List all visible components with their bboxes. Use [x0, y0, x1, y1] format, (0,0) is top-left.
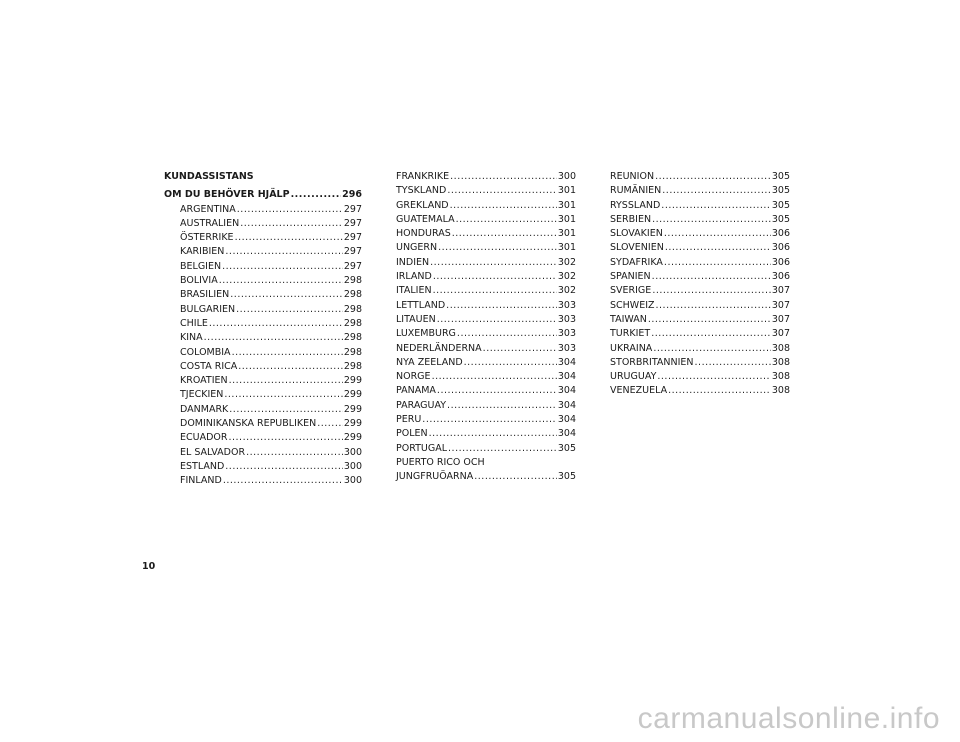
toc-entry[interactable]	[164, 446, 362, 460]
toc-entry[interactable]	[610, 199, 790, 213]
toc-entry-label: ECUADOR	[180, 432, 228, 444]
toc-entry-label: PANAMA	[396, 385, 436, 397]
leader-dots	[246, 446, 343, 460]
toc-entry-label: SYDAFRIKA	[610, 256, 663, 268]
toc-entry-page: 298	[343, 317, 362, 329]
toc-entry[interactable]	[164, 460, 362, 474]
toc-heading[interactable]	[164, 188, 362, 202]
toc-entry-page: 302	[557, 285, 576, 297]
leader-dots	[456, 213, 557, 227]
toc-entry[interactable]	[164, 260, 362, 274]
leader-dots	[235, 231, 343, 245]
leader-dots	[664, 256, 771, 270]
toc-entry-label: SLOVAKIEN	[610, 228, 663, 240]
toc-entry[interactable]	[164, 403, 362, 417]
toc-entry[interactable]	[164, 331, 362, 345]
toc-entry[interactable]	[610, 256, 790, 270]
leader-dots	[664, 227, 771, 241]
toc-entry[interactable]	[610, 299, 790, 313]
toc-entry-page: 305	[557, 471, 576, 483]
toc-entry-page: 306	[771, 256, 790, 268]
toc-entry-label: URUGUAY	[610, 371, 657, 383]
toc-entry[interactable]	[396, 427, 576, 441]
toc-entry-label: COSTA RICA	[180, 360, 238, 372]
toc-entry-label: RYSSLAND	[610, 199, 661, 211]
toc-entry[interactable]	[164, 388, 362, 402]
toc-entry[interactable]	[610, 284, 790, 298]
leader-dots	[224, 388, 342, 402]
toc-entry[interactable]	[396, 213, 576, 227]
leader-dots	[422, 413, 557, 427]
toc-entry-page: 299	[343, 403, 362, 415]
toc-entry-label: BULGARIEN	[180, 303, 236, 315]
toc-entry-page: 305	[771, 199, 790, 211]
leader-dots	[652, 213, 771, 227]
toc-entry-label: TAIWAN	[610, 313, 647, 325]
leader-dots	[668, 384, 771, 398]
toc-entries-3	[610, 170, 790, 399]
toc-entry[interactable]	[164, 346, 362, 360]
toc-entry-label: SVERIGE	[610, 285, 652, 297]
toc-entry-page: 308	[771, 356, 790, 368]
toc-entry[interactable]	[164, 288, 362, 302]
toc-entry[interactable]	[164, 245, 362, 259]
leader-dots	[229, 374, 343, 388]
toc-entry-page: 300	[343, 475, 362, 487]
leader-dots	[437, 313, 557, 327]
toc-entry-label: EL SALVADOR	[180, 446, 246, 458]
leader-dots	[457, 327, 557, 341]
leader-dots	[695, 356, 771, 370]
toc-entry-label: GUATEMALA	[396, 213, 455, 225]
leader-dots	[209, 317, 343, 331]
leader-dots	[238, 360, 343, 374]
leader-dots	[446, 299, 557, 313]
toc-entry-label: TJECKIEN	[180, 389, 224, 401]
toc-entry[interactable]	[610, 170, 790, 184]
toc-entry-label: HONDURAS	[396, 228, 451, 240]
toc-entry-label: ESTLAND	[180, 460, 225, 472]
toc-entry-label: SPANIEN	[610, 271, 651, 283]
toc-entry[interactable]	[396, 199, 576, 213]
toc-entry-label: TURKIET	[610, 328, 651, 340]
toc-entry-label: KROATIEN	[180, 375, 228, 387]
toc-entry-page: 303	[557, 328, 576, 340]
toc-entry[interactable]	[396, 313, 576, 327]
toc-entry-page: 303	[557, 342, 576, 354]
toc-entry-page: 298	[343, 332, 362, 344]
toc-entry[interactable]	[396, 384, 576, 398]
toc-entry-label: NORGE	[396, 371, 431, 383]
toc-entry-page: 306	[771, 242, 790, 254]
toc-entry[interactable]	[396, 170, 576, 184]
toc-entry-page: 297	[343, 246, 362, 258]
toc-entry-page: 304	[557, 385, 576, 397]
toc-entry-page: 297	[343, 203, 362, 215]
toc-entry[interactable]	[610, 356, 790, 370]
toc-entry[interactable]	[164, 374, 362, 388]
toc-entry[interactable]	[396, 413, 576, 427]
toc-heading-label: OM DU BEHÖVER HJÄLP	[164, 189, 290, 201]
toc-entry[interactable]	[396, 342, 576, 356]
page-number: 10	[142, 561, 156, 572]
leader-dots	[652, 284, 771, 298]
leader-dots	[240, 217, 343, 231]
leader-dots	[237, 203, 343, 217]
toc-entry-label: IRLAND	[396, 271, 432, 283]
leader-dots	[447, 399, 557, 413]
toc-entry-label: DANMARK	[180, 403, 229, 415]
toc-entry-page: 298	[343, 289, 362, 301]
toc-entry[interactable]	[164, 217, 362, 231]
toc-entry-page: 302	[557, 271, 576, 283]
toc-entry[interactable]	[164, 431, 362, 445]
leader-dots	[452, 227, 557, 241]
toc-entry[interactable]	[164, 203, 362, 217]
toc-heading-page: 296	[342, 189, 362, 201]
toc-entry[interactable]	[396, 256, 576, 270]
toc-entry-label: ARGENTINA	[180, 203, 236, 215]
toc-entry-page: 297	[343, 217, 362, 229]
toc-entry-label: RUMÄNIEN	[610, 185, 662, 197]
toc-entry[interactable]	[164, 360, 362, 374]
toc-entry-page: 304	[557, 414, 576, 426]
leader-dots	[432, 370, 557, 384]
toc-entry-page: 300	[343, 446, 362, 458]
toc-entry-page: 308	[771, 342, 790, 354]
toc-entry[interactable]	[396, 241, 576, 255]
toc-entry-page: 304	[557, 371, 576, 383]
toc-entry-page: 299	[343, 375, 362, 387]
leader-dots	[222, 260, 343, 274]
leader-dots	[437, 384, 557, 398]
leader-dots	[219, 274, 343, 288]
toc-entry-label: CHILE	[180, 317, 208, 329]
toc-entry-label: SLOVENIEN	[610, 242, 664, 254]
leader-dots	[450, 199, 557, 213]
toc-entry-page: 305	[557, 442, 576, 454]
toc-entry-puerto-rico[interactable]	[396, 456, 576, 485]
leader-dots	[230, 288, 343, 302]
leader-dots	[430, 256, 557, 270]
toc-entry[interactable]	[164, 417, 362, 431]
leader-dots	[662, 184, 771, 198]
leader-dots	[656, 299, 771, 313]
toc-entry-page: 300	[557, 171, 576, 182]
leader-dots	[433, 270, 557, 284]
leader-dots	[225, 460, 343, 474]
leader-dots	[448, 442, 557, 456]
leader-dots	[651, 327, 771, 341]
toc-entry[interactable]	[396, 270, 576, 284]
toc-entry[interactable]	[610, 227, 790, 241]
leader-dots	[433, 284, 557, 298]
toc-entry-page: 302	[557, 256, 576, 268]
toc-entry-page: 307	[771, 299, 790, 311]
toc-entry-page: 297	[343, 232, 362, 244]
toc-entry-page: 303	[557, 299, 576, 311]
toc-entry[interactable]	[610, 213, 790, 227]
toc-entry-page: 301	[557, 213, 576, 225]
toc-entry-label: TYSKLAND	[396, 185, 447, 197]
leader-dots	[225, 245, 342, 259]
toc-entry-label: VENEZUELA	[610, 385, 668, 397]
toc-entry[interactable]	[610, 184, 790, 198]
toc-entry-label: UNGERN	[396, 242, 438, 254]
toc-entry-page: 306	[771, 271, 790, 283]
toc-column-3	[610, 170, 790, 399]
toc-entry-page: 305	[771, 213, 790, 225]
toc-entry[interactable]	[396, 284, 576, 298]
leader-dots	[653, 342, 771, 356]
toc-entry[interactable]	[610, 370, 790, 384]
toc-entry[interactable]	[610, 241, 790, 255]
toc-entry-label: STORBRITANNIEN	[610, 356, 694, 368]
leader-dots	[223, 474, 343, 488]
toc-entry-page: 301	[557, 199, 576, 211]
toc-entry-label: COLOMBIA	[180, 346, 231, 358]
toc-entry[interactable]	[610, 327, 790, 341]
toc-entry-page: 308	[771, 371, 790, 383]
toc-entry-page: 301	[557, 228, 576, 240]
leader-dots	[447, 184, 557, 198]
toc-entry[interactable]	[396, 399, 576, 413]
toc-entry-page: 307	[771, 285, 790, 297]
leader-dots	[648, 313, 771, 327]
toc-entry-label: ÖSTERRIKE	[180, 232, 234, 244]
toc-entry-label: LETTLAND	[396, 299, 446, 311]
toc-entry-label: POLEN	[396, 428, 428, 440]
toc-entry-page: 304	[557, 428, 576, 440]
toc-entry-page: 308	[771, 385, 790, 397]
toc-entry-label: BRASILIEN	[180, 289, 230, 301]
toc-entry[interactable]	[396, 356, 576, 370]
toc-entry-label: PARAGUAY	[396, 399, 447, 411]
toc-entry-label: PORTUGAL	[396, 442, 448, 454]
toc-entry[interactable]	[396, 184, 576, 198]
toc-column-1	[164, 170, 362, 489]
toc-entry-label: SCHWEIZ	[610, 299, 655, 311]
toc-entry[interactable]	[164, 474, 362, 488]
leader-dots	[317, 417, 343, 431]
toc-entry[interactable]	[164, 303, 362, 317]
toc-entry-page: 299	[343, 418, 362, 430]
toc-entry[interactable]	[396, 442, 576, 456]
toc-entry-page: 298	[343, 275, 362, 287]
toc-entry-page: 307	[771, 328, 790, 340]
toc-entry-page: 299	[343, 389, 362, 401]
toc-entry-page: 299	[343, 432, 362, 444]
toc-entry-page: 298	[343, 360, 362, 372]
leader-dots	[655, 170, 771, 184]
leader-dots	[229, 403, 343, 417]
toc-entry-label: LITAUEN	[396, 313, 436, 325]
watermark: carmanualsonline.info	[637, 702, 940, 735]
toc-entry[interactable]	[396, 370, 576, 384]
toc-entry-page: 303	[557, 313, 576, 325]
toc-entries-1	[164, 203, 362, 489]
leader-dots	[474, 470, 557, 484]
toc-entry-label: INDIEN	[396, 256, 430, 268]
toc-entry[interactable]	[610, 313, 790, 327]
toc-entry-page: 304	[557, 399, 576, 411]
toc-entry-label-line2: JUNGFRUÖARNA	[396, 471, 474, 483]
toc-entry-label: LUXEMBURG	[396, 328, 456, 340]
toc-entry-page: 298	[343, 346, 362, 358]
leader-dots	[204, 331, 343, 345]
leader-dots	[291, 188, 342, 202]
toc-entry-page: 300	[343, 460, 362, 472]
toc-entry[interactable]	[164, 317, 362, 331]
leader-dots	[236, 303, 343, 317]
toc-entry-label: KINA	[180, 332, 203, 344]
toc-entry[interactable]	[396, 299, 576, 313]
toc-entry[interactable]	[610, 384, 790, 398]
toc-entry-label: NYA ZEELAND	[396, 356, 463, 368]
toc-entry-label: REUNION	[610, 171, 655, 182]
toc-entry-label: UKRAINA	[610, 342, 653, 354]
leader-dots	[438, 241, 557, 255]
toc-entry[interactable]	[396, 327, 576, 341]
leader-dots	[661, 199, 771, 213]
leader-dots	[429, 427, 557, 441]
toc-entry-page: 298	[343, 303, 362, 315]
toc-entry-label: FRANKRIKE	[396, 171, 450, 182]
toc-entry-page: 301	[557, 242, 576, 254]
toc-entry[interactable]	[610, 342, 790, 356]
leader-dots	[228, 431, 342, 445]
toc-entry-label: BOLIVIA	[180, 275, 218, 287]
toc-entry-label: SERBIEN	[610, 213, 652, 225]
toc-entry-page: 305	[771, 185, 790, 197]
toc-entry-page: 307	[771, 313, 790, 325]
toc-entry-page: 297	[343, 260, 362, 272]
toc-entry[interactable]	[164, 274, 362, 288]
leader-dots	[652, 270, 771, 284]
toc-entry-label: KARIBIEN	[180, 246, 225, 258]
toc-entry-label: DOMINIKANSKA REPUBLIKEN	[180, 418, 317, 430]
toc-entry-label: AUSTRALIEN	[180, 217, 240, 229]
leader-dots	[464, 356, 557, 370]
toc-entry[interactable]	[396, 227, 576, 241]
section-title: KUNDASSISTANS	[164, 171, 254, 182]
toc-entry-label: PERU	[396, 414, 422, 426]
toc-entry-page: 304	[557, 356, 576, 368]
toc-entry-page: 301	[557, 185, 576, 197]
toc-entry-label-line1: PUERTO RICO OCH	[396, 456, 485, 468]
toc-entry-label: GREKLAND	[396, 199, 449, 211]
toc-entry[interactable]	[164, 231, 362, 245]
toc-entry[interactable]	[610, 270, 790, 284]
toc-entry-page: 306	[771, 228, 790, 240]
toc-entry-label: ITALIEN	[396, 285, 432, 297]
toc-entries-2	[396, 170, 576, 456]
leader-dots	[657, 370, 770, 384]
leader-dots	[483, 342, 557, 356]
toc-entry-page: 305	[771, 171, 790, 182]
leader-dots	[450, 170, 557, 184]
toc-entry-label: NEDERLÄNDERNA	[396, 342, 482, 354]
toc-column-2	[396, 170, 576, 485]
toc-entry-label: BELGIEN	[180, 260, 222, 272]
leader-dots	[232, 346, 343, 360]
toc-entry-label: FINLAND	[180, 475, 222, 487]
leader-dots	[665, 241, 771, 255]
